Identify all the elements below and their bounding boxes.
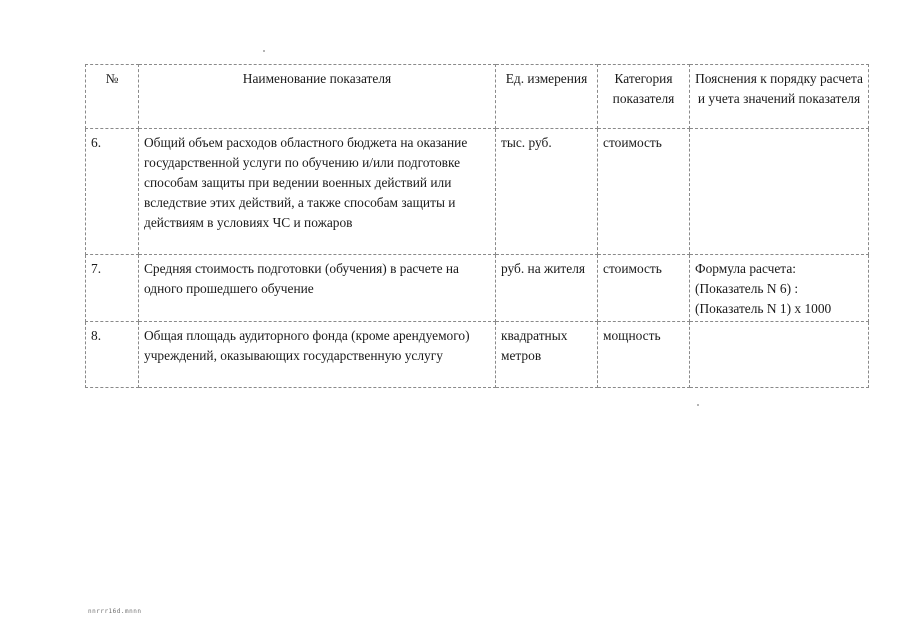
row-category: мощность — [598, 322, 690, 388]
table-row — [86, 129, 869, 255]
row-num: 6. — [86, 129, 139, 255]
row-unit: тыс. руб. — [496, 129, 598, 255]
row-num: 8. — [86, 322, 139, 388]
table-row — [86, 322, 869, 388]
row-name: Общая площадь аудиторного фонда (кроме арендуемого) учреждений, оказывающих государственную услугу — [139, 322, 496, 388]
row-num: 7. — [86, 255, 139, 322]
header-unit: Ед. измерения — [496, 65, 598, 129]
header-name: Наименование показателя — [139, 65, 496, 129]
footer-file-mark: nnrrr16d.mnnn — [88, 608, 142, 615]
table-row — [86, 255, 869, 322]
scan-speck — [263, 50, 265, 52]
row-unit: руб. на жителя — [496, 255, 598, 322]
row-notes — [690, 322, 869, 388]
row-category: стоимость — [598, 255, 690, 322]
indicators-table — [85, 64, 869, 388]
header-category: Категория показателя — [598, 65, 690, 129]
header-notes: Пояснения к порядку расчета и учета значений показателя — [690, 65, 869, 129]
row-name: Средняя стоимость подготовки (обучения) в расчете на одного прошедшего обучение — [139, 255, 496, 322]
table-header-row — [86, 65, 869, 129]
scan-speck — [697, 404, 699, 406]
row-category: стоимость — [598, 129, 690, 255]
row-unit: квадратных метров — [496, 322, 598, 388]
row-notes: Формула расчета: (Показатель N 6) : (Показатель N 1) x 1000 — [690, 255, 869, 322]
row-notes — [690, 129, 869, 255]
header-num: № — [86, 65, 139, 129]
row-name: Общий объем расходов областного бюджета на оказание государственной услуги по обучению и/или подготовке способам защиты при ведении военных действий или вследствие этих действий, а также способам защиты и действиям в условиях ЧС и пожаров — [139, 129, 496, 255]
